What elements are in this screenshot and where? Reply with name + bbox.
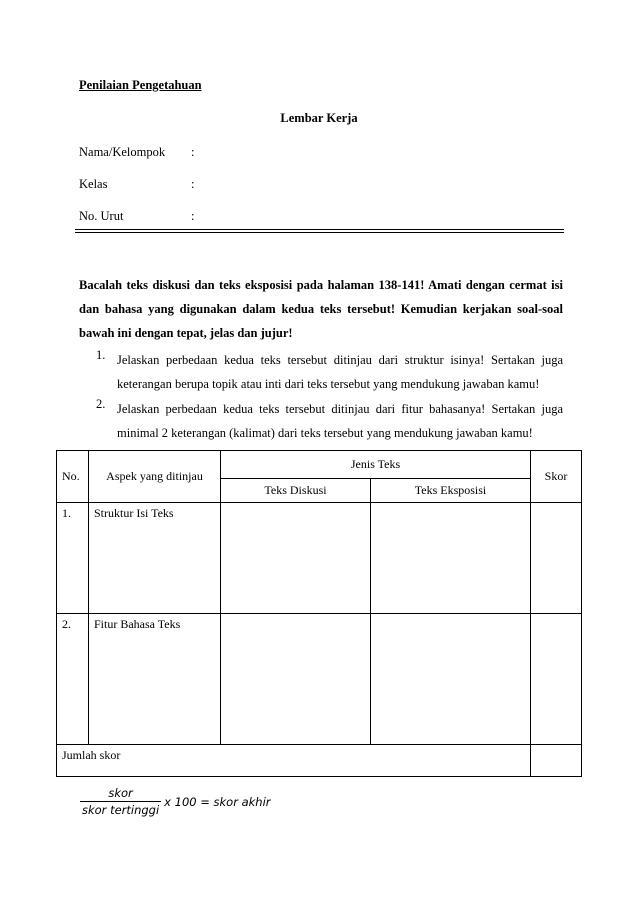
exposition-answer-cell[interactable]: [371, 503, 531, 614]
field-colon-name: :: [191, 145, 195, 159]
table-row: [57, 614, 582, 745]
discussion-answer-cell[interactable]: [221, 614, 371, 745]
col-header-score: Skor: [531, 451, 582, 503]
total-score-cell[interactable]: [531, 745, 582, 777]
field-label-class: Kelas: [79, 177, 108, 191]
discussion-answer-cell[interactable]: [221, 503, 371, 614]
col-header-exposition: Teks Eksposisi: [371, 479, 531, 503]
field-colon-number: :: [191, 209, 195, 223]
col-header-discussion: Teks Diskusi: [221, 479, 371, 503]
formula-numerator: skor: [108, 786, 133, 800]
question-text-2: Jelaskan perbedaan kedua teks tersebut ditinjau dari fitur bahasanya! Sertakan juga minimal 2 keterangan (kalimat) dari teks tersebut yang mendukung jawaban kamu!: [117, 402, 563, 440]
col-header-aspect: Aspek yang ditinjau: [89, 451, 221, 503]
score-cell[interactable]: [531, 503, 582, 614]
question-number-1: 1.: [96, 348, 106, 362]
divider-line-top: [75, 229, 564, 230]
total-label-cell: Jumlah skor: [57, 745, 531, 777]
formula-rest: x 100 = skor akhir: [164, 794, 271, 809]
score-cell[interactable]: [531, 614, 582, 745]
exposition-answer-cell[interactable]: [371, 614, 531, 745]
field-label-name: Nama/Kelompok: [79, 145, 166, 159]
field-label-number: No. Urut: [79, 209, 124, 223]
formula-fraction: [80, 786, 161, 817]
score-formula: [80, 786, 271, 817]
section-title: Penilaian Pengetahuan: [79, 78, 202, 92]
question-text-1: Jelaskan perbedaan kedua teks tersebut ditinjau dari struktur isinya! Sertakan juga keterangan berupa topik atau inti dari teks tersebut yang mendukung jawaban kamu!: [117, 353, 563, 391]
col-header-text-types: Jenis Teks: [221, 451, 531, 479]
row-aspect-cell: Fitur Bahasa Teks: [89, 614, 221, 745]
field-colon-class: :: [191, 177, 195, 191]
table-row: [57, 503, 582, 614]
divider-line-bottom: [75, 232, 564, 233]
col-header-no: No.: [57, 451, 89, 503]
score-table: [56, 450, 582, 777]
row-no-cell: 2.: [57, 614, 89, 745]
formula-denominator: skor tertinggi: [82, 803, 160, 817]
row-aspect-cell: Struktur Isi Teks: [89, 503, 221, 614]
instruction-paragraph: Bacalah teks diskusi dan teks eksposisi pada halaman 138-141! Amati dengan cermat isi dan bahasa yang digunakan dalam kedua teks tersebut! Kemudian kerjakan soal-soal bawah ini dengan tepat, jelas dan jujur!: [79, 278, 563, 340]
total-row: [57, 745, 582, 777]
row-no-cell: 1.: [57, 503, 89, 614]
question-number-2: 2.: [96, 397, 106, 411]
worksheet-title: Lembar Kerja: [280, 111, 358, 125]
